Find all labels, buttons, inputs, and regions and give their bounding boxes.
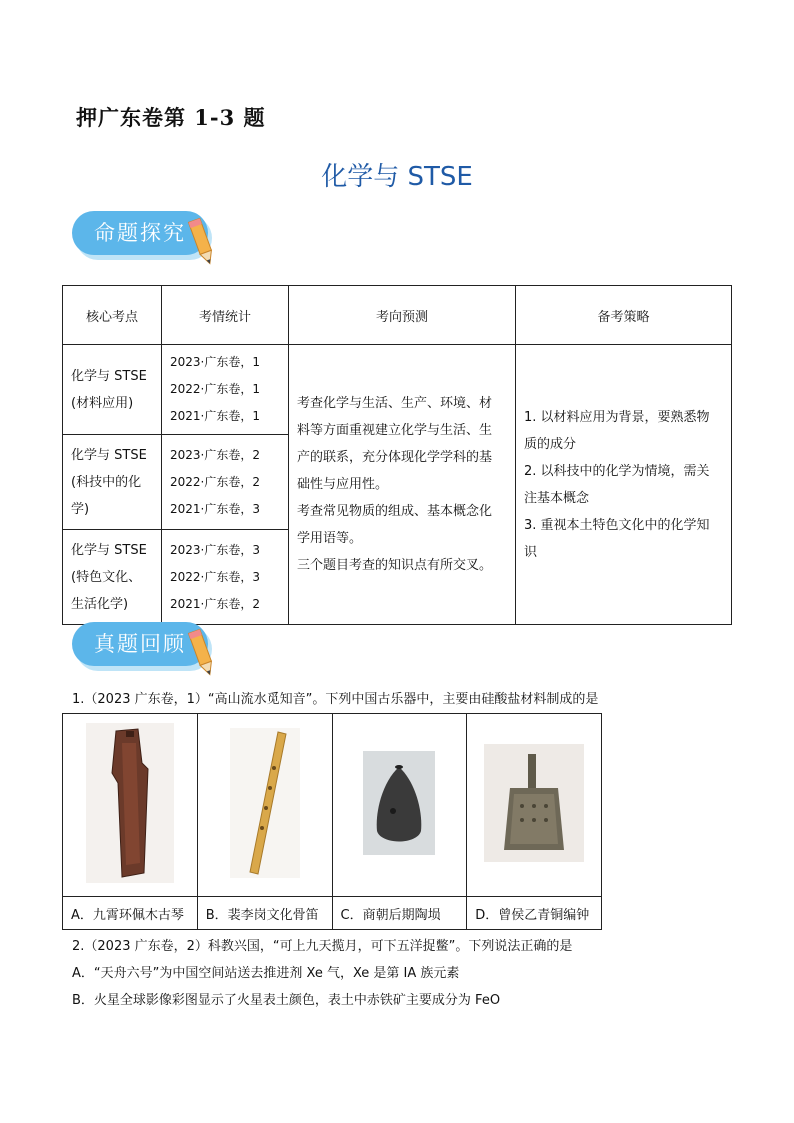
- cell-line: 注基本概念: [524, 490, 590, 506]
- section-banner-exploration: [72, 211, 222, 269]
- banner-label: 命题探究: [94, 221, 186, 245]
- cell-line: (特色文化、: [71, 569, 142, 585]
- option-image-row: [63, 714, 602, 897]
- option-label-row: [63, 897, 602, 930]
- question-2-text: 2.（2023 广东卷，2）科教兴国，“可上九天揽月，可下五洋捉鳖”。下列说法正确的是: [72, 939, 573, 954]
- main-title: 化学与 STSE: [321, 162, 473, 192]
- cell-line: 学): [71, 501, 90, 517]
- cell-line: 础性与应用性。: [297, 477, 389, 492]
- cell-line: 识: [524, 544, 538, 560]
- header-title: 押广东卷第 1-3 题: [76, 105, 266, 130]
- cell-line: 料等方面重视建立化学与生活、生: [297, 423, 493, 438]
- cell-line: 考查常见物质的组成、基本概念化: [297, 504, 493, 519]
- cell-line: 1. 以材料应用为背景，要熟悉物: [524, 409, 710, 425]
- option-a-label: A．九霄环佩木古琴: [63, 897, 198, 930]
- question-2-option-b: B．火星全球影像彩图显示了火星表土颜色，表土中赤铁矿主要成分为 FeO: [72, 993, 501, 1008]
- cell-line: 质的成分: [524, 436, 577, 452]
- option-d-label: D．曾侯乙青铜编钟: [467, 897, 602, 930]
- cell-line: 2021·广东卷，2: [170, 596, 260, 611]
- question-1-text: 1.（2023 广东卷，1）“高山流水觅知音”。下列中国古乐器中，主要由硅酸盐材料制成的是: [72, 692, 599, 707]
- prediction-cell: [289, 345, 516, 625]
- table-header-row: [63, 286, 732, 345]
- strategy-cell: [516, 345, 732, 625]
- cell-line: 2. 以科技中的化学为情境，需关: [524, 463, 710, 479]
- option-b-label: B．裴李岗文化骨笛: [197, 897, 332, 930]
- header-strategy: 备考策略: [516, 286, 732, 345]
- option-c-label: C．商朝后期陶埙: [332, 897, 467, 930]
- stats-cell: [162, 530, 289, 625]
- cell-line: 2021·广东卷，1: [170, 409, 260, 423]
- pencil-icon: [184, 626, 220, 680]
- banner-label: 真题回顾: [94, 632, 186, 656]
- cell-line: 生活化学): [71, 596, 129, 612]
- cell-line: 学用语等。: [297, 531, 363, 546]
- header-prediction: 考向预测: [289, 286, 516, 345]
- cell-line: 2022·广东卷，3: [170, 569, 260, 584]
- cell-line: 产的联系，充分体现化学学科的基: [297, 450, 493, 465]
- core-point-cell: [63, 530, 162, 625]
- stats-cell: [162, 435, 289, 530]
- cell-line: 三个题目考查的知识点有所交叉。: [297, 558, 493, 573]
- question-1-options-table: [62, 713, 602, 930]
- cell-line: 3. 重视本土特色文化中的化学知: [524, 517, 710, 533]
- bone-flute-image: [197, 714, 332, 897]
- stats-cell: [162, 345, 289, 435]
- cell-line: (科技中的化: [71, 474, 142, 490]
- cell-line: 2022·广东卷，2: [170, 474, 260, 489]
- cell-line: 2021·广东卷，3: [170, 501, 260, 516]
- cell-line: 2023·广东卷，1: [170, 355, 260, 369]
- core-point-cell: [63, 345, 162, 435]
- pottery-xun-image: [332, 714, 467, 897]
- pencil-icon: [184, 215, 220, 269]
- core-point-cell: [63, 435, 162, 530]
- cell-line: (材料应用): [71, 395, 134, 411]
- bronze-bell-image: [467, 714, 602, 897]
- guqin-image: [63, 714, 198, 897]
- exam-summary-table: [62, 285, 732, 625]
- cell-line: 化学与 STSE: [71, 447, 147, 463]
- table-row: [63, 345, 732, 435]
- cell-line: 2023·广东卷，2: [170, 447, 260, 462]
- section-banner-review: [72, 622, 222, 680]
- cell-line: 化学与 STSE: [71, 368, 147, 384]
- cell-line: 2023·广东卷，3: [170, 542, 260, 557]
- header-stats: 考情统计: [162, 286, 289, 345]
- cell-line: 2022·广东卷，1: [170, 382, 260, 396]
- cell-line: 考查化学与生活、生产、环境、材: [297, 396, 493, 411]
- cell-line: 化学与 STSE: [71, 542, 147, 558]
- header-core-point: 核心考点: [63, 286, 162, 345]
- question-2-option-a: A．“天舟六号”为中国空间站送去推进剂 Xe 气，Xe 是第 IA 族元素: [72, 966, 460, 981]
